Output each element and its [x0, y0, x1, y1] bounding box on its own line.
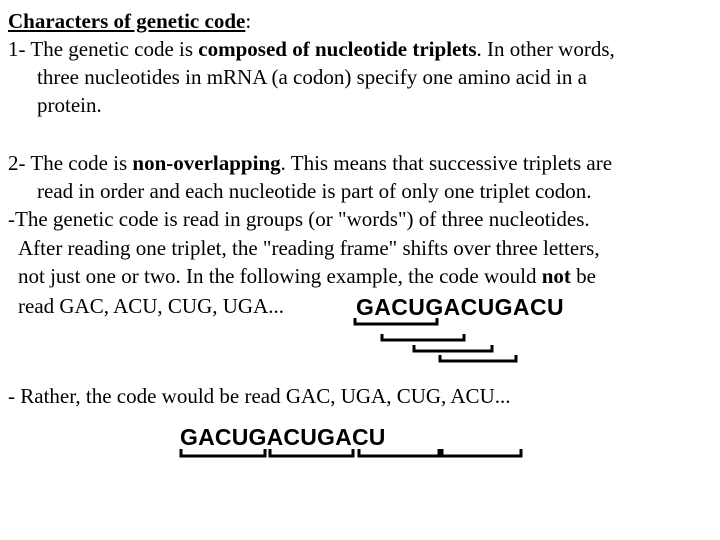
- point2-suffix: . This means that successive triplets are: [280, 151, 613, 175]
- point3-line4: read GAC, ACU, CUG, UGA...: [18, 294, 284, 318]
- point1-line2: three nucleotides in mRNA (a codon) specify one amino acid in a: [37, 65, 587, 89]
- point3-line3-prefix: not just one or two. In the following example, the code would: [18, 264, 542, 288]
- point3-line3-suffix: be: [570, 264, 596, 288]
- point2-prefix: 2- The code is: [8, 151, 133, 175]
- point1-line3: protein.: [37, 93, 102, 117]
- point3-line3-bold: not: [541, 264, 571, 288]
- point1-suffix: . In other words,: [476, 37, 615, 61]
- title-colon: :: [245, 9, 252, 33]
- point2-line2: read in order and each nucleotide is part of only one triplet codon.: [37, 179, 592, 203]
- bracket-codon-3: [359, 449, 439, 456]
- point3-line1: -The genetic code is read in groups (or "words") of three nucleotides.: [8, 207, 590, 231]
- point4-line1: - Rather, the code would be read GAC, UGA, CUG, ACU...: [8, 384, 511, 408]
- point1-prefix: 1- The genetic code is: [8, 37, 199, 61]
- sequence-nonoverlapping: GACUGACUGACU: [180, 424, 386, 450]
- point1-bold: composed of nucleotide triplets: [198, 37, 477, 61]
- bracket-codon-2: [270, 449, 353, 456]
- sequence-overlapping: GACUGACUGACU: [356, 294, 564, 320]
- bracket-codon-1: [181, 449, 265, 456]
- bracket-codon-4: [442, 449, 521, 456]
- slide-title: Characters of genetic code: [8, 9, 246, 33]
- point3-line2: After reading one triplet, the "reading frame" shifts over three letters,: [18, 236, 600, 260]
- point2-bold: non-overlapping: [132, 151, 281, 175]
